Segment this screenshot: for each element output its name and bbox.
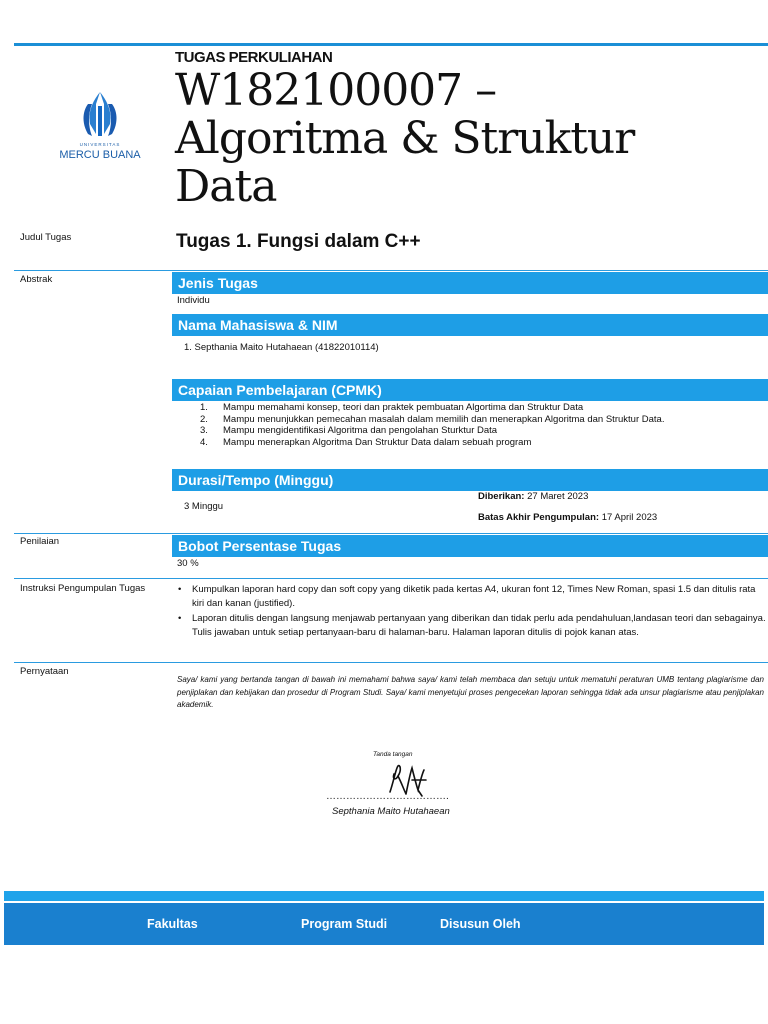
title-line-2: Algoritma & Struktur <box>175 113 635 164</box>
batas-value: 17 April 2023 <box>601 512 658 523</box>
list-item: • Kumpulkan laporan hard copy dan soft copy yang diketik pada kertas A4, ukuran font 12, Times New Roman, spasi 1.5 dan ditulis rata kiri dan kanan (justified). <box>175 583 768 611</box>
list-item <box>196 402 768 414</box>
student-name-nim: 1. Septhania Maito Hutahaean (41822010114) <box>184 342 379 353</box>
tanggal-diberikan <box>478 491 588 502</box>
page-title <box>175 67 765 211</box>
list-item <box>196 425 768 437</box>
assignment-title: Tugas 1. Fungsi dalam C++ <box>176 231 421 252</box>
footer-program-studi: Program Studi <box>301 917 388 931</box>
label-pernyataan: Pernyataan <box>20 666 69 677</box>
logo-emblem-icon <box>52 90 148 142</box>
signature-dots: ………………………………. <box>326 791 449 802</box>
bobot-value: 30 % <box>177 558 199 569</box>
section-divider <box>14 270 768 271</box>
cpmk-text: Mampu memahami konsep, teori dan praktek pembuatan Algortima dan Struktur Data <box>223 402 584 413</box>
logo-small-text: UNIVERSITAS <box>79 142 121 147</box>
cpmk-number: 1. <box>200 402 208 413</box>
top-rule <box>14 43 768 46</box>
instruksi-list <box>175 583 768 640</box>
logo-name: MERCU BUANA <box>59 149 141 161</box>
heading-jenis-tugas: Jenis Tugas <box>172 272 768 294</box>
cpmk-text: Mampu menerapkan Algoritma Dan Struktur Data dalam sebuah program <box>223 436 532 448</box>
heading-nama-nim: Nama Mahasiswa & NIM <box>172 314 768 336</box>
batas-label: Batas Akhir Pengumpulan: <box>478 512 600 523</box>
course-kicker: TUGAS PERKULIAHAN <box>175 49 333 66</box>
list-item <box>196 437 768 449</box>
diberikan-value: 27 Maret 2023 <box>527 491 589 502</box>
signer-name: Septhania Maito Hutahaean <box>332 806 450 817</box>
footer-accent-bar <box>4 891 764 901</box>
list-item: • Laporan ditulis dengan langsung menjawab pertanyaan yang diberikan dan tidak perlu ada pendahuluan,landasan teori dan sebagainya. Tulis jawaban untuk setiap pertanyaan-baru di halaman-baru. Halaman laporan ditulis di pojok kanan atas. <box>175 612 768 640</box>
signature-label: Tanda tangan <box>373 751 413 758</box>
pernyataan-text: Saya/ kami yang bertanda tangan di bawah ini memahami bahwa saya/ kami telah membaca dan setuju untuk mematuhi peraturan UMB tentang plagiarisme dan penjiplakan dan kebijakan dan prosedur di Program Studi. Saya/ kami menyetujui proses pengecekan laporan sehingga tidak ada unsur plagiarisme atau penjiplakan akademik. <box>177 675 764 709</box>
footer-disusun-oleh: Disusun Oleh <box>440 917 521 931</box>
cpmk-number: 4. <box>200 436 208 448</box>
section-divider <box>14 533 768 534</box>
university-logo <box>52 90 148 166</box>
footer-fakultas: Fakultas <box>147 917 198 931</box>
section-divider <box>14 662 768 663</box>
cpmk-text: Mampu mengidentifikasi Algoritma dan pengolahan Sturktur Data <box>223 425 498 436</box>
jenis-tugas-value: Individu <box>177 295 210 306</box>
batas-akhir <box>478 512 657 523</box>
durasi-value: 3 Minggu <box>184 501 224 512</box>
label-abstrak: Abstrak <box>20 274 53 285</box>
label-penilaian: Penilaian <box>20 536 60 547</box>
cpmk-number: 2. <box>200 413 208 425</box>
title-line-1: W182100007 – <box>175 65 497 116</box>
heading-cpmk: Capaian Pembelajaran (CPMK) <box>172 379 768 401</box>
cpmk-number: 3. <box>200 425 208 436</box>
heading-durasi: Durasi/Tempo (Minggu) <box>172 469 768 491</box>
heading-bobot: Bobot Persentase Tugas <box>172 535 768 557</box>
title-line-3: Data <box>175 161 277 212</box>
label-judul-tugas: Judul Tugas <box>20 232 72 243</box>
list-item <box>196 414 768 426</box>
cpmk-list <box>196 402 768 448</box>
label-instruksi: Instruksi Pengumpulan Tugas <box>20 583 146 594</box>
cpmk-text: Mampu menunjukkan pemecahan masalah dalam memilih dan menerapkan Algoritma dan Struktur Data. <box>223 413 665 425</box>
diberikan-label: Diberikan: <box>478 491 525 502</box>
section-divider <box>14 578 768 579</box>
